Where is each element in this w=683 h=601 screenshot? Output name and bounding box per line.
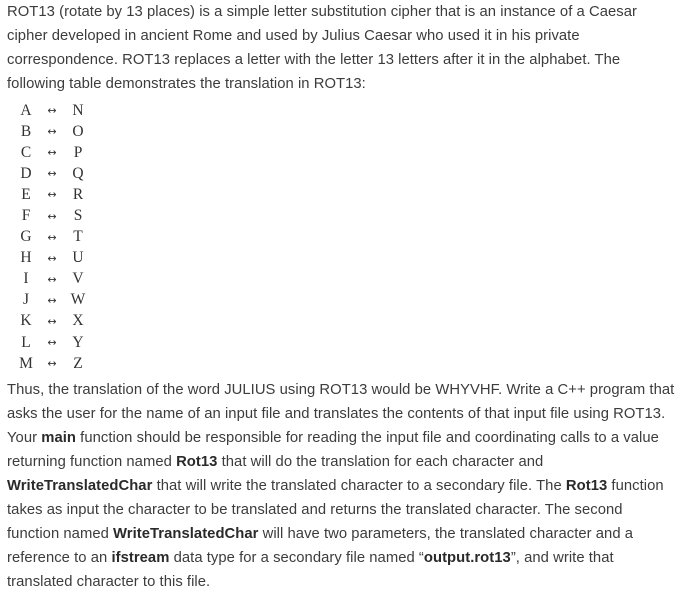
- plain-letter: I: [23, 270, 29, 288]
- cipher-letter: O: [72, 122, 84, 140]
- plain-letter: G: [20, 228, 32, 246]
- table-row: [18, 163, 677, 184]
- intro-paragraph: ROT13 (rotate by 13 places) is a simple letter substitution cipher that is an instance of a Caesar cipher developed in ancient Rome and used by Julius Caesar who used it in his private correspondence. ROT13 replaces a letter with the letter 13 letters after it in the alphabet. The following table demonstrates the translation in ROT13:: [7, 4, 637, 92]
- plain-letter: L: [21, 333, 31, 351]
- instructions-text: data type for a secondary file named “: [169, 550, 424, 567]
- table-row: [18, 269, 677, 290]
- cipher-letter: N: [72, 101, 84, 119]
- cipher-letter: V: [72, 270, 84, 288]
- left-right-arrow-icon: ↔: [47, 251, 57, 265]
- left-right-arrow-icon: ↔: [47, 125, 57, 139]
- left-right-arrow-icon: ↔: [47, 357, 57, 371]
- bold-write-translated-char: WriteTranslatedChar: [7, 478, 153, 495]
- left-right-arrow-icon: ↔: [47, 336, 57, 350]
- cipher-letter: X: [72, 312, 84, 330]
- instructions-text: function should be responsible for reading the input file and coordinating calls to a value returning function named: [7, 430, 659, 471]
- table-row: [18, 100, 677, 121]
- cipher-letter: W: [70, 291, 86, 309]
- table-row: [18, 353, 677, 374]
- cipher-letter: U: [72, 249, 84, 267]
- instructions-text: that will write the translated character to a secondary file. The: [152, 478, 566, 495]
- left-right-arrow-icon: ↔: [47, 188, 57, 202]
- bold-write-translated-char: WriteTranslatedChar: [113, 526, 259, 543]
- plain-letter: D: [20, 164, 32, 182]
- plain-letter: F: [21, 207, 31, 225]
- table-row: [18, 205, 677, 226]
- bold-rot13: Rot13: [176, 454, 218, 471]
- table-row: [18, 311, 677, 332]
- table-row: [18, 142, 677, 163]
- table-row: [18, 121, 677, 142]
- plain-letter: C: [20, 143, 32, 161]
- instructions-text: Thus, the translation of the word JULIUS using ROT13 would be WHYVHF. Write a C++ program that asks the user for the name of an input file and translates the contents of that input file using ROT13. Your: [7, 382, 675, 447]
- left-right-arrow-icon: ↔: [47, 272, 57, 286]
- cipher-letter: S: [73, 207, 83, 225]
- cipher-letter: Z: [73, 354, 83, 372]
- bold-rot13: Rot13: [565, 478, 608, 495]
- left-right-arrow-icon: ↔: [47, 209, 57, 223]
- instructions-text: that will do the translation for each character and: [217, 454, 544, 471]
- left-right-arrow-icon: ↔: [47, 230, 57, 244]
- cipher-letter: Y: [72, 333, 84, 351]
- table-row: [18, 290, 677, 311]
- instructions-text: will have two parameters, the translated character and a reference to an: [7, 526, 634, 567]
- bold-ifstream: ifstream: [111, 550, 170, 567]
- table-row: [18, 332, 677, 353]
- table-row: [18, 184, 677, 205]
- table-row: [18, 227, 677, 248]
- instructions-text: function takes as input the character to be translated and returns the translated character. The second function named: [7, 478, 664, 543]
- cipher-letter: T: [73, 228, 83, 246]
- left-right-arrow-icon: ↔: [47, 146, 57, 160]
- cipher-letter: R: [72, 185, 84, 203]
- bold-output-filename: output.rot13: [423, 550, 511, 567]
- plain-letter: H: [20, 249, 32, 267]
- plain-letter: J: [22, 291, 30, 309]
- left-right-arrow-icon: ↔: [47, 167, 57, 181]
- left-right-arrow-icon: ↔: [47, 293, 57, 307]
- plain-letter: M: [19, 354, 33, 372]
- instructions-text: ”, and write that translated character to this file.: [7, 550, 614, 591]
- plain-letter: A: [20, 101, 32, 119]
- left-right-arrow-icon: ↔: [47, 104, 57, 118]
- bold-main: main: [41, 430, 77, 447]
- plain-letter: B: [20, 122, 32, 140]
- rot13-table: [18, 100, 677, 374]
- cipher-letter: Q: [72, 164, 84, 182]
- plain-letter: E: [21, 185, 31, 203]
- table-row: [18, 248, 677, 269]
- left-right-arrow-icon: ↔: [47, 314, 57, 328]
- plain-letter: K: [20, 312, 32, 330]
- instructions-paragraph: [7, 378, 677, 594]
- cipher-letter: P: [73, 143, 83, 161]
